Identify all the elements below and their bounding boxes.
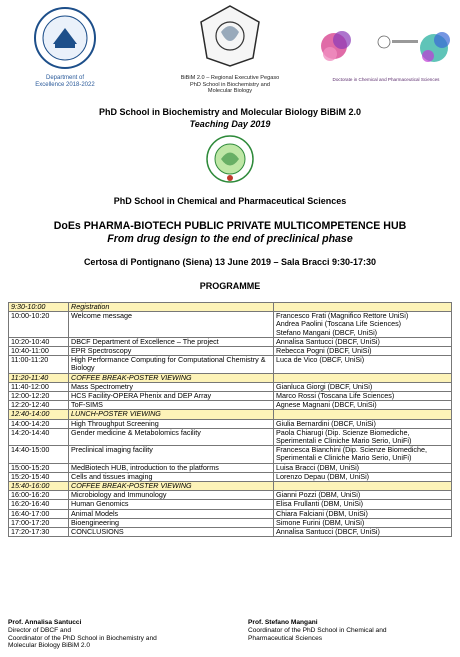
speaker-name: Francesca Bianchini (Dip. Scienze Biomediche, Sperimentali e Cliniche Mario Serio, UniFi) [276,445,428,463]
university-seal-icon [33,6,97,70]
session-title: LUNCH-POSTER VIEWING [69,410,274,419]
footer-left [8,619,157,650]
speaker-name: Annalisa Santucci (DBCF, UniSi) [276,336,380,346]
doctorate-caption: Doctorate in Chemical and Pharmaceutical Sciences [332,77,440,82]
session-time: 12:20-12:40 [9,401,69,410]
session-time: 9:30-10:00 [9,303,69,312]
session-title: DBCF Department of Excellence – The project [69,337,274,346]
footer-right [248,619,387,642]
footer-left-line2: Coordinator of the PhD School in Biochemistry and [8,634,157,642]
doctorate-logo [316,22,456,90]
session-title: Bioengineering [69,518,274,527]
speaker-name: Francesco Frati (Magnifico Rettore UniSi) [276,311,409,321]
programme-row [9,463,452,472]
speaker-name: Chiara Falciani (DBM, UniSi) [276,508,368,518]
bibim-caption-1: BiBiM 2.0 – Regional Executive Pegaso [180,75,280,81]
session-title: Mass Spectrometry [69,382,274,391]
speaker-name: Agnese Magnani (DBCF, UniSi) [276,400,377,410]
session-title: Preclinical imaging facility [69,446,274,463]
session-speakers [274,428,452,445]
speaker-name: Stefano Mangani (DBCF, UniSi) [276,327,378,337]
session-speakers [274,312,452,338]
session-title: Welcome message [69,312,274,338]
speaker-name: Elisa Frullanti (DBM, UniSi) [276,499,364,509]
hub-subtitle: From drug design to the end of preclinical phase [107,233,353,245]
teaching-day: Teaching Day 2019 [189,119,271,129]
session-time: 12:40-14:00 [9,410,69,419]
session-title: Animal Models [69,509,274,518]
session-title: ToF-SIMS [69,401,274,410]
session-title: Human Genomics [69,500,274,509]
footer-left-name: Prof. Annalisa Santucci [8,619,82,626]
programme-row [9,373,452,382]
hub-title: DoEs PHARMA-BIOTECH PUBLIC PRIVATE MULTICOMPETENCE HUB [53,220,407,232]
session-title: High Throughput Screening [69,419,274,428]
footer-right-line1: Coordinator of the PhD School in Chemical and [248,626,387,634]
session-time: 16:40-17:00 [9,509,69,518]
speaker-name: Luca de Vico (DBCF, UniSi) [276,355,365,365]
speaker-name: Luisa Bracci (DBM, UniSi) [276,462,360,472]
session-speakers [274,509,452,518]
speaker-name: Andrea Paolini (Toscana Life Sciences) [276,319,402,329]
session-speakers [274,446,452,463]
dbcf-logo [10,6,120,96]
speaker-name: Gianni Pozzi (DBM, UniSi) [276,490,361,500]
session-time: 15:40-16:00 [9,482,69,491]
session-title: MedBiotech HUB, introduction to the platforms [69,463,274,472]
session-title: COFFEE BREAK-POSTER VIEWING [69,373,274,382]
sib-logo [0,134,460,184]
programme-row [9,312,452,338]
speaker-name: Rebecca Pogni (DBCF, UniSi) [276,346,372,356]
session-time: 16:20-16:40 [9,500,69,509]
session-time: 14:40-15:00 [9,446,69,463]
session-speakers [274,500,452,509]
session-speakers [274,419,452,428]
speaker-name: Annalisa Santucci (DBCF, UniSi) [276,527,380,537]
programme-row [9,419,452,428]
session-title: CONCLUSIONS [69,528,274,537]
footer-right-name: Prof. Stefano Mangani [248,619,318,626]
bibim-caption-3: Molecular Biology [207,88,253,95]
session-title: Gender medicine & Metabolomics facility [69,428,274,445]
session-time: 16:00-16:20 [9,491,69,500]
programme-row [9,500,452,509]
session-time: 17:20-17:30 [9,528,69,537]
session-title: COFFEE BREAK-POSTER VIEWING [69,482,274,491]
session-speakers [274,410,452,419]
session-title: EPR Spectroscopy [69,347,274,356]
session-time: 11:20-11:40 [9,373,69,382]
footer-right-line2: Pharmaceutical Sciences [248,634,323,642]
session-title: Microbiology and Immunology [69,491,274,500]
footer-left-line1: Director of DBCF and [8,626,72,634]
footer-left-line3: Molecular Biology BiBiM 2.0 [8,642,91,650]
speaker-name: Giulia Bernardini (DBCF, UniSi) [276,418,376,428]
session-speakers [274,463,452,472]
speaker-name: Lorenzo Depau (DBM, UniSi) [276,471,370,481]
speaker-name: Marco Rossi (Toscana Life Sciences) [276,391,395,401]
session-title: Cells and tissues imaging [69,472,274,481]
programme-row [9,509,452,518]
programme-table [8,302,452,537]
programme-row [9,446,452,463]
session-time: 14:00-14:20 [9,419,69,428]
session-speakers [274,356,452,373]
speaker-name: Gianluca Giorgi (DBCF, UniSi) [276,381,373,391]
programme-row [9,410,452,419]
bibim-logo [165,2,295,100]
event-place: Certosa di Pontignano (Siena) 13 June 2019 – Sala Bracci 9:30-17:30 [83,257,377,267]
session-speakers [274,528,452,537]
bibim-emblem-icon [195,2,265,70]
session-title: HCS Facility-OPERA Phenix and DEP Array [69,392,274,401]
programme-body [9,303,452,537]
session-time: 17:00-17:20 [9,518,69,527]
programme-row [9,356,452,373]
session-speakers [274,401,452,410]
session-title: High Performance Computing for Computational Chemistry & Biology [69,356,274,373]
dbcf-caption-1: Department of [45,75,85,81]
session-time: 10:40-11:00 [9,347,69,356]
session-title: Registration [69,303,274,312]
session-speakers [274,472,452,481]
school1-title: PhD School in Biochemistry and Molecular Biology BiBiM 2.0 [98,107,362,117]
session-time: 10:20-10:40 [9,337,69,346]
session-time: 12:00-12:20 [9,392,69,401]
session-time: 11:40-12:00 [9,382,69,391]
session-speakers [274,373,452,382]
doctorate-banner-icon [316,22,456,72]
bibim-caption-2: PhD School in Biochemistry and [190,81,270,88]
logo-row [0,0,460,100]
session-time: 10:00-10:20 [9,312,69,338]
programme-row [9,528,452,537]
programme-heading: PROGRAMME [199,281,261,291]
session-time: 15:00-15:20 [9,463,69,472]
session-time: 11:00-11:20 [9,356,69,373]
session-time: 14:20-14:40 [9,428,69,445]
speaker-name: Simone Furini (DBM, UniSi) [276,517,365,527]
sib-seal-icon [204,134,256,184]
school2-title: PhD School in Chemical and Pharmaceutical Sciences [113,196,347,206]
dbcf-caption-2: Excellence 2018-2022 [35,82,95,88]
programme-row [9,428,452,445]
session-time: 15:20-15:40 [9,472,69,481]
speaker-name: Paola Chiarugi (Dip. Scienze Biomediche, Sperimentali e Cliniche Mario Serio, UniFi) [276,427,412,446]
